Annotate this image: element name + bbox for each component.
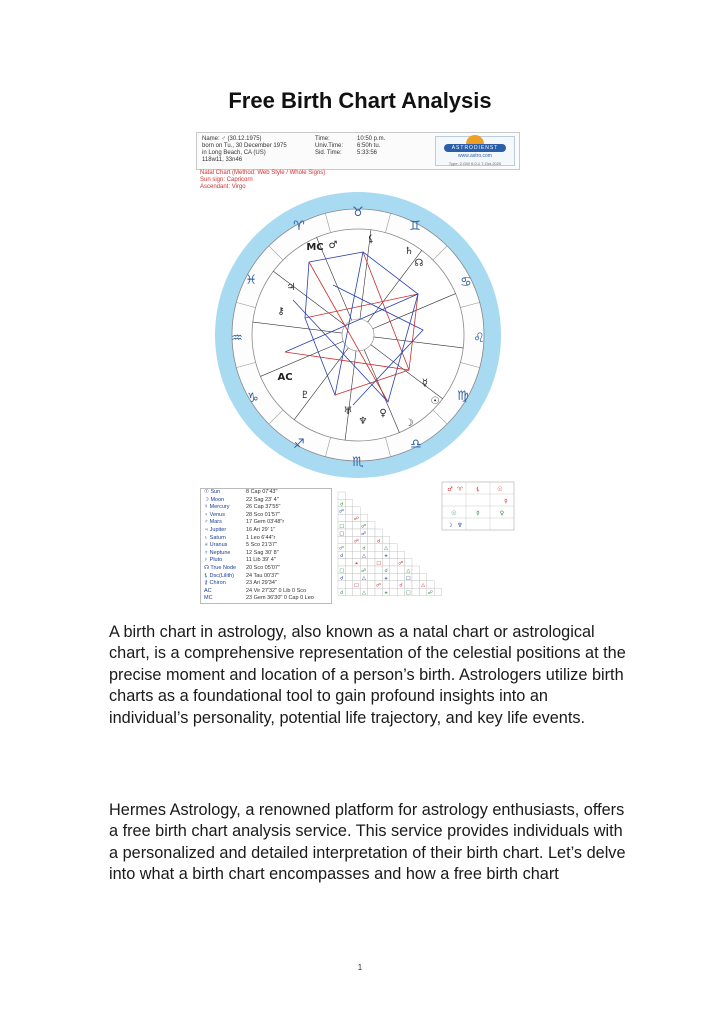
aspect-cell	[345, 544, 352, 551]
gemini-icon: ♊	[409, 219, 421, 234]
aspect-symbol: ☌	[340, 553, 344, 560]
planet-name: ⚷ Chiron	[204, 580, 226, 587]
aspect-cell	[353, 529, 360, 536]
aspect-symbol: □	[376, 560, 382, 567]
aspect-cell	[390, 544, 397, 551]
aspect-symbol: ⚹	[354, 560, 359, 567]
pisces-icon: ♓	[245, 273, 257, 288]
mercury-icon: ☿	[476, 510, 480, 517]
header-label: Sid. Time:	[315, 150, 342, 156]
table-row	[201, 580, 331, 588]
aspect-symbol: △	[421, 582, 426, 589]
aspect-cell	[368, 559, 375, 566]
aspect-symbol: ☍	[353, 538, 360, 545]
planet-position: 8 Cap 07'43"	[246, 489, 278, 495]
aspect-symbol: ⚹	[384, 575, 388, 582]
aspect-symbol: △	[384, 545, 389, 552]
aspect-cell	[397, 588, 404, 595]
meta-line: Ascendant: Virgo	[200, 184, 246, 190]
table-row	[201, 512, 331, 520]
intro-paragraph: A birth chart in astrology, also known as a natal chart or astrological chart, is a comprehensive representation of the celestial positions at the precise moment and location of a person’s birth. Astrologers utilize birth charts as a foundational tool to gain profound insights into an individual’s personality, potential life trajectory, and key life events.	[109, 623, 626, 727]
planet-position: 23 Ari 29'34"	[246, 580, 277, 587]
sun-logo-icon	[466, 135, 484, 144]
aspect-cell	[338, 492, 345, 499]
aspect-cell	[345, 588, 352, 595]
aspect-cell	[345, 507, 352, 514]
table-row	[201, 557, 331, 565]
planet-name: ♅ Uranus	[204, 542, 228, 549]
sun-icon: ☉	[430, 396, 440, 407]
aspect-cell	[353, 551, 360, 558]
header-value: 6:50h tu.	[357, 143, 381, 149]
pluto-icon: ♇	[300, 390, 310, 401]
planet-name: AC	[204, 587, 212, 594]
planet-name: ☉ Sun	[204, 489, 221, 495]
saturn-icon: ♄	[404, 246, 414, 257]
chiron-icon: ⚷	[277, 306, 285, 317]
aspect-cell	[353, 507, 360, 514]
table-row	[201, 588, 331, 596]
aspect-symbol: ☍	[427, 590, 434, 597]
chart-meta	[200, 170, 325, 191]
page-number: 1	[357, 963, 363, 972]
aspect-cell	[397, 551, 404, 558]
aspect-cell	[345, 529, 352, 536]
aspect-cell	[338, 559, 345, 566]
planet-position: 24 Tau 00'37"	[246, 572, 280, 579]
aspect-cell	[390, 559, 397, 566]
planet-name: ☽ Moon	[204, 496, 225, 503]
planet-position: 22 Sag 23' 4"	[246, 496, 279, 503]
aspect-cell	[368, 566, 375, 573]
zodiac-wheel	[213, 190, 503, 480]
aspect-cell	[353, 544, 360, 551]
aspect-cell	[338, 514, 345, 521]
aspect-symbol: ☍	[353, 516, 360, 523]
capricorn-icon: ♑	[247, 391, 259, 406]
aspect-symbol: △	[361, 553, 366, 560]
aspect-cell	[368, 573, 375, 580]
meta-line: Sun sign: Capricorn	[200, 177, 253, 183]
aspect-cell	[390, 581, 397, 588]
header-line: Name: ♂ (30.12.1975)	[202, 136, 262, 142]
aspect-cell	[338, 581, 345, 588]
aspect-cell	[368, 536, 375, 543]
planet-name: ⚸ Dsc(Lilith)	[204, 572, 235, 579]
planet-name: ☿ Mercury	[204, 504, 230, 511]
header-time-values	[357, 136, 385, 157]
aspect-cell	[353, 588, 360, 595]
aspect-symbol: ☌	[399, 582, 403, 589]
planet-name: ♀ Venus	[204, 511, 225, 518]
chart-header	[196, 132, 520, 170]
aspect-cell	[353, 573, 360, 580]
aspect-symbol: □	[405, 575, 411, 582]
aspect-symbol: ⚹	[384, 590, 388, 597]
planet-position: 23 Gem 36'30" 0 Cap 0 Leo	[246, 595, 314, 602]
planet-name: ☊ True Node	[204, 564, 237, 571]
aspect-symbol: ☌	[377, 538, 381, 545]
header-birth-info	[202, 136, 287, 164]
aspect-symbol: △	[361, 590, 366, 597]
table-row	[201, 565, 331, 573]
planet-position: 26 Cap 37'55"	[246, 504, 281, 511]
aspect-cell	[375, 588, 382, 595]
aries-icon: ♈	[293, 219, 305, 234]
element-quality-svg	[432, 474, 518, 534]
aspect-cell	[412, 573, 419, 580]
aspect-symbol: □	[405, 590, 411, 597]
venus-icon: ♀	[379, 408, 387, 419]
planet-position: 11 Lib 39' 4"	[246, 557, 276, 564]
birth-chart-image	[196, 132, 520, 606]
planet-position: 5 Sco 21'37"	[246, 542, 277, 549]
aspect-symbol: ☌	[340, 575, 344, 582]
aspect-cell	[368, 522, 375, 529]
aspect-cell	[405, 559, 412, 566]
table-row	[201, 595, 331, 603]
aspect-cell	[390, 551, 397, 558]
planet-position: 20 Sco 05'07"	[246, 564, 280, 571]
aspect-cell	[345, 551, 352, 558]
aspect-cell	[390, 588, 397, 595]
aspect-symbol: □	[339, 523, 345, 530]
table-row	[201, 550, 331, 558]
meta-line: Natal Chart (Method: Web Style / Whole Signs)	[200, 170, 326, 176]
logo-wordmark: ASTRODIENST	[444, 144, 506, 152]
planet-position: 12 Sag 30' 8"	[246, 549, 279, 556]
aspect-symbol: □	[339, 567, 345, 574]
aspect-cell	[390, 566, 397, 573]
aspect-cell	[412, 566, 419, 573]
planet-position: 17 Gem 03'48"r	[246, 519, 285, 526]
element-quality-table	[432, 474, 518, 534]
planet-positions-table	[200, 488, 332, 604]
mars-icon: ♂	[447, 486, 453, 493]
table-row	[201, 527, 331, 535]
aspect-symbol: ⚹	[384, 553, 388, 560]
table-row	[201, 519, 331, 527]
aspect-cell	[345, 573, 352, 580]
table-row	[201, 489, 331, 497]
moon-icon: ☽	[447, 522, 453, 529]
aspect-cell	[412, 588, 419, 595]
lilith-icon: ⚸	[475, 486, 481, 493]
planet-name: ♂ Mars	[204, 519, 222, 526]
sun-icon: ☉	[451, 510, 457, 517]
aspect-cell	[368, 529, 375, 536]
aspect-symbol: ☍	[361, 530, 367, 537]
planet-name: ♇ Pluto	[204, 557, 223, 564]
uranus-icon: ♅	[343, 406, 353, 417]
libra-icon: ♎	[410, 437, 422, 452]
header-line: 118w11, 33n46	[202, 157, 243, 163]
aspect-symbol: □	[354, 582, 359, 589]
virgo-icon: ♍	[457, 389, 469, 404]
hermes-paragraph: Hermes Astrology, a renowned platform for astrology enthusiasts, offers a free birth chart analysis service. This service provides individuals with a personalized and detailed interpretation of their birth chart. Let’s delve into what a birth chart encompasses and how a free birth chart	[109, 801, 626, 884]
table-row	[201, 542, 331, 550]
aquarius-icon: ♒	[231, 331, 243, 346]
aspect-cell	[345, 499, 352, 506]
table-row	[201, 504, 331, 512]
aspect-symbol: ☌	[340, 501, 344, 508]
table-row	[201, 573, 331, 581]
north-node-icon: ☊	[414, 258, 424, 269]
header-label: Univ.Time:	[315, 143, 344, 149]
planet-name: ♃ Jupiter	[204, 526, 227, 533]
mercury-icon: ☿	[421, 378, 429, 389]
logo-type-line: Type: 2.GW 0.0-1 7-Oct-2020	[448, 161, 502, 166]
aspect-cell	[375, 544, 382, 551]
leo-icon: ♌	[473, 331, 485, 346]
planet-position: 1 Leo 6'44"r	[246, 534, 276, 541]
neptune-icon: ♆	[358, 416, 368, 427]
aspect-cell	[360, 559, 367, 566]
table-row	[201, 497, 331, 505]
aspect-cell	[419, 573, 426, 580]
aspect-cell	[360, 514, 367, 521]
aspect-cell	[338, 536, 345, 543]
planet-name: MC	[204, 595, 213, 602]
aspect-cell	[419, 588, 426, 595]
mercury-icon: ☿	[504, 498, 508, 505]
aspect-cell	[427, 581, 434, 588]
aspect-symbol: ☍	[376, 582, 382, 589]
aspect-symbol: ☌	[340, 590, 344, 597]
aspect-cell	[345, 522, 352, 529]
aspect-cell	[382, 559, 389, 566]
header-label: Time:	[315, 136, 330, 142]
aspect-cell	[375, 573, 382, 580]
aspect-cell	[368, 544, 375, 551]
planet-position: 16 Ari 29' 1"	[246, 526, 276, 533]
aspect-cell	[375, 551, 382, 558]
aspect-symbol: ☌	[362, 545, 366, 552]
aspect-cell	[353, 566, 360, 573]
mars-icon: ♂	[328, 240, 338, 251]
header-line: born on Tu., 30 December 1975	[202, 143, 287, 149]
zodiac-wheel-svg	[213, 190, 503, 480]
aspect-cell	[375, 529, 382, 536]
cancer-icon: ♋	[460, 275, 472, 290]
sagittarius-icon: ♐	[293, 437, 305, 452]
taurus-icon: ♉	[352, 205, 364, 220]
aspect-symbol: ☍	[339, 545, 345, 552]
scorpio-icon: ♏	[352, 455, 364, 470]
planet-position: 28 Sco 01'57"	[246, 511, 280, 518]
neptune-icon: ♆	[457, 522, 463, 529]
jupiter-icon: ♃	[286, 282, 296, 293]
aspect-cell	[368, 551, 375, 558]
aspect-cell	[412, 581, 419, 588]
planet-name: ♄ Saturn	[204, 534, 226, 541]
aspect-cell	[405, 581, 412, 588]
aspect-symbol: △	[406, 567, 411, 574]
table-row	[201, 535, 331, 543]
aspect-symbol: ☍	[398, 560, 404, 567]
aspect-cell	[397, 573, 404, 580]
header-value: 10:50 p.m.	[357, 136, 386, 142]
astrodienst-logo	[435, 136, 515, 166]
logo-url: www.astro.com	[458, 153, 492, 159]
planet-name: ♆ Neptune	[204, 549, 231, 556]
aspect-cell	[397, 566, 404, 573]
aspect-cell	[382, 581, 389, 588]
header-time-labels	[315, 136, 343, 157]
aspect-cell	[360, 536, 367, 543]
aspect-symbol: ☍	[361, 523, 367, 530]
aspect-cell	[382, 536, 389, 543]
sun-icon: ☉	[497, 486, 503, 493]
aspect-cell	[368, 581, 375, 588]
ac-label: AC	[277, 372, 293, 383]
aspect-cell	[368, 588, 375, 595]
aspect-cell	[345, 559, 352, 566]
planet-position: 24 Vir 27'32" 0 Lib 0 Sco	[246, 587, 307, 594]
aspect-cell	[345, 566, 352, 573]
aspect-cell	[345, 514, 352, 521]
aspect-cell	[390, 573, 397, 580]
aspect-cell	[360, 581, 367, 588]
aspect-symbol: △	[361, 575, 366, 582]
header-line: in Long Beach, CA (US)	[202, 150, 266, 156]
aspect-cell	[353, 522, 360, 529]
aspect-cell	[345, 581, 352, 588]
aspect-symbol: ☍	[339, 508, 345, 515]
aspect-symbol: ☌	[384, 567, 388, 574]
header-value: 5:33:56	[357, 150, 378, 156]
aspect-cell	[434, 588, 441, 595]
venus-icon: ♀	[499, 510, 505, 517]
aspect-cell	[345, 536, 352, 543]
page-title: Free Birth Chart Analysis	[228, 88, 492, 113]
moon-icon: ☽	[404, 418, 414, 429]
lilith-icon: ⚸	[367, 234, 375, 245]
aspect-cell	[375, 566, 382, 573]
aries-icon: ♈	[457, 486, 463, 493]
aspect-symbol: □	[339, 530, 345, 537]
aspect-symbol: ☍	[361, 567, 367, 574]
mc-label: MC	[306, 242, 324, 253]
